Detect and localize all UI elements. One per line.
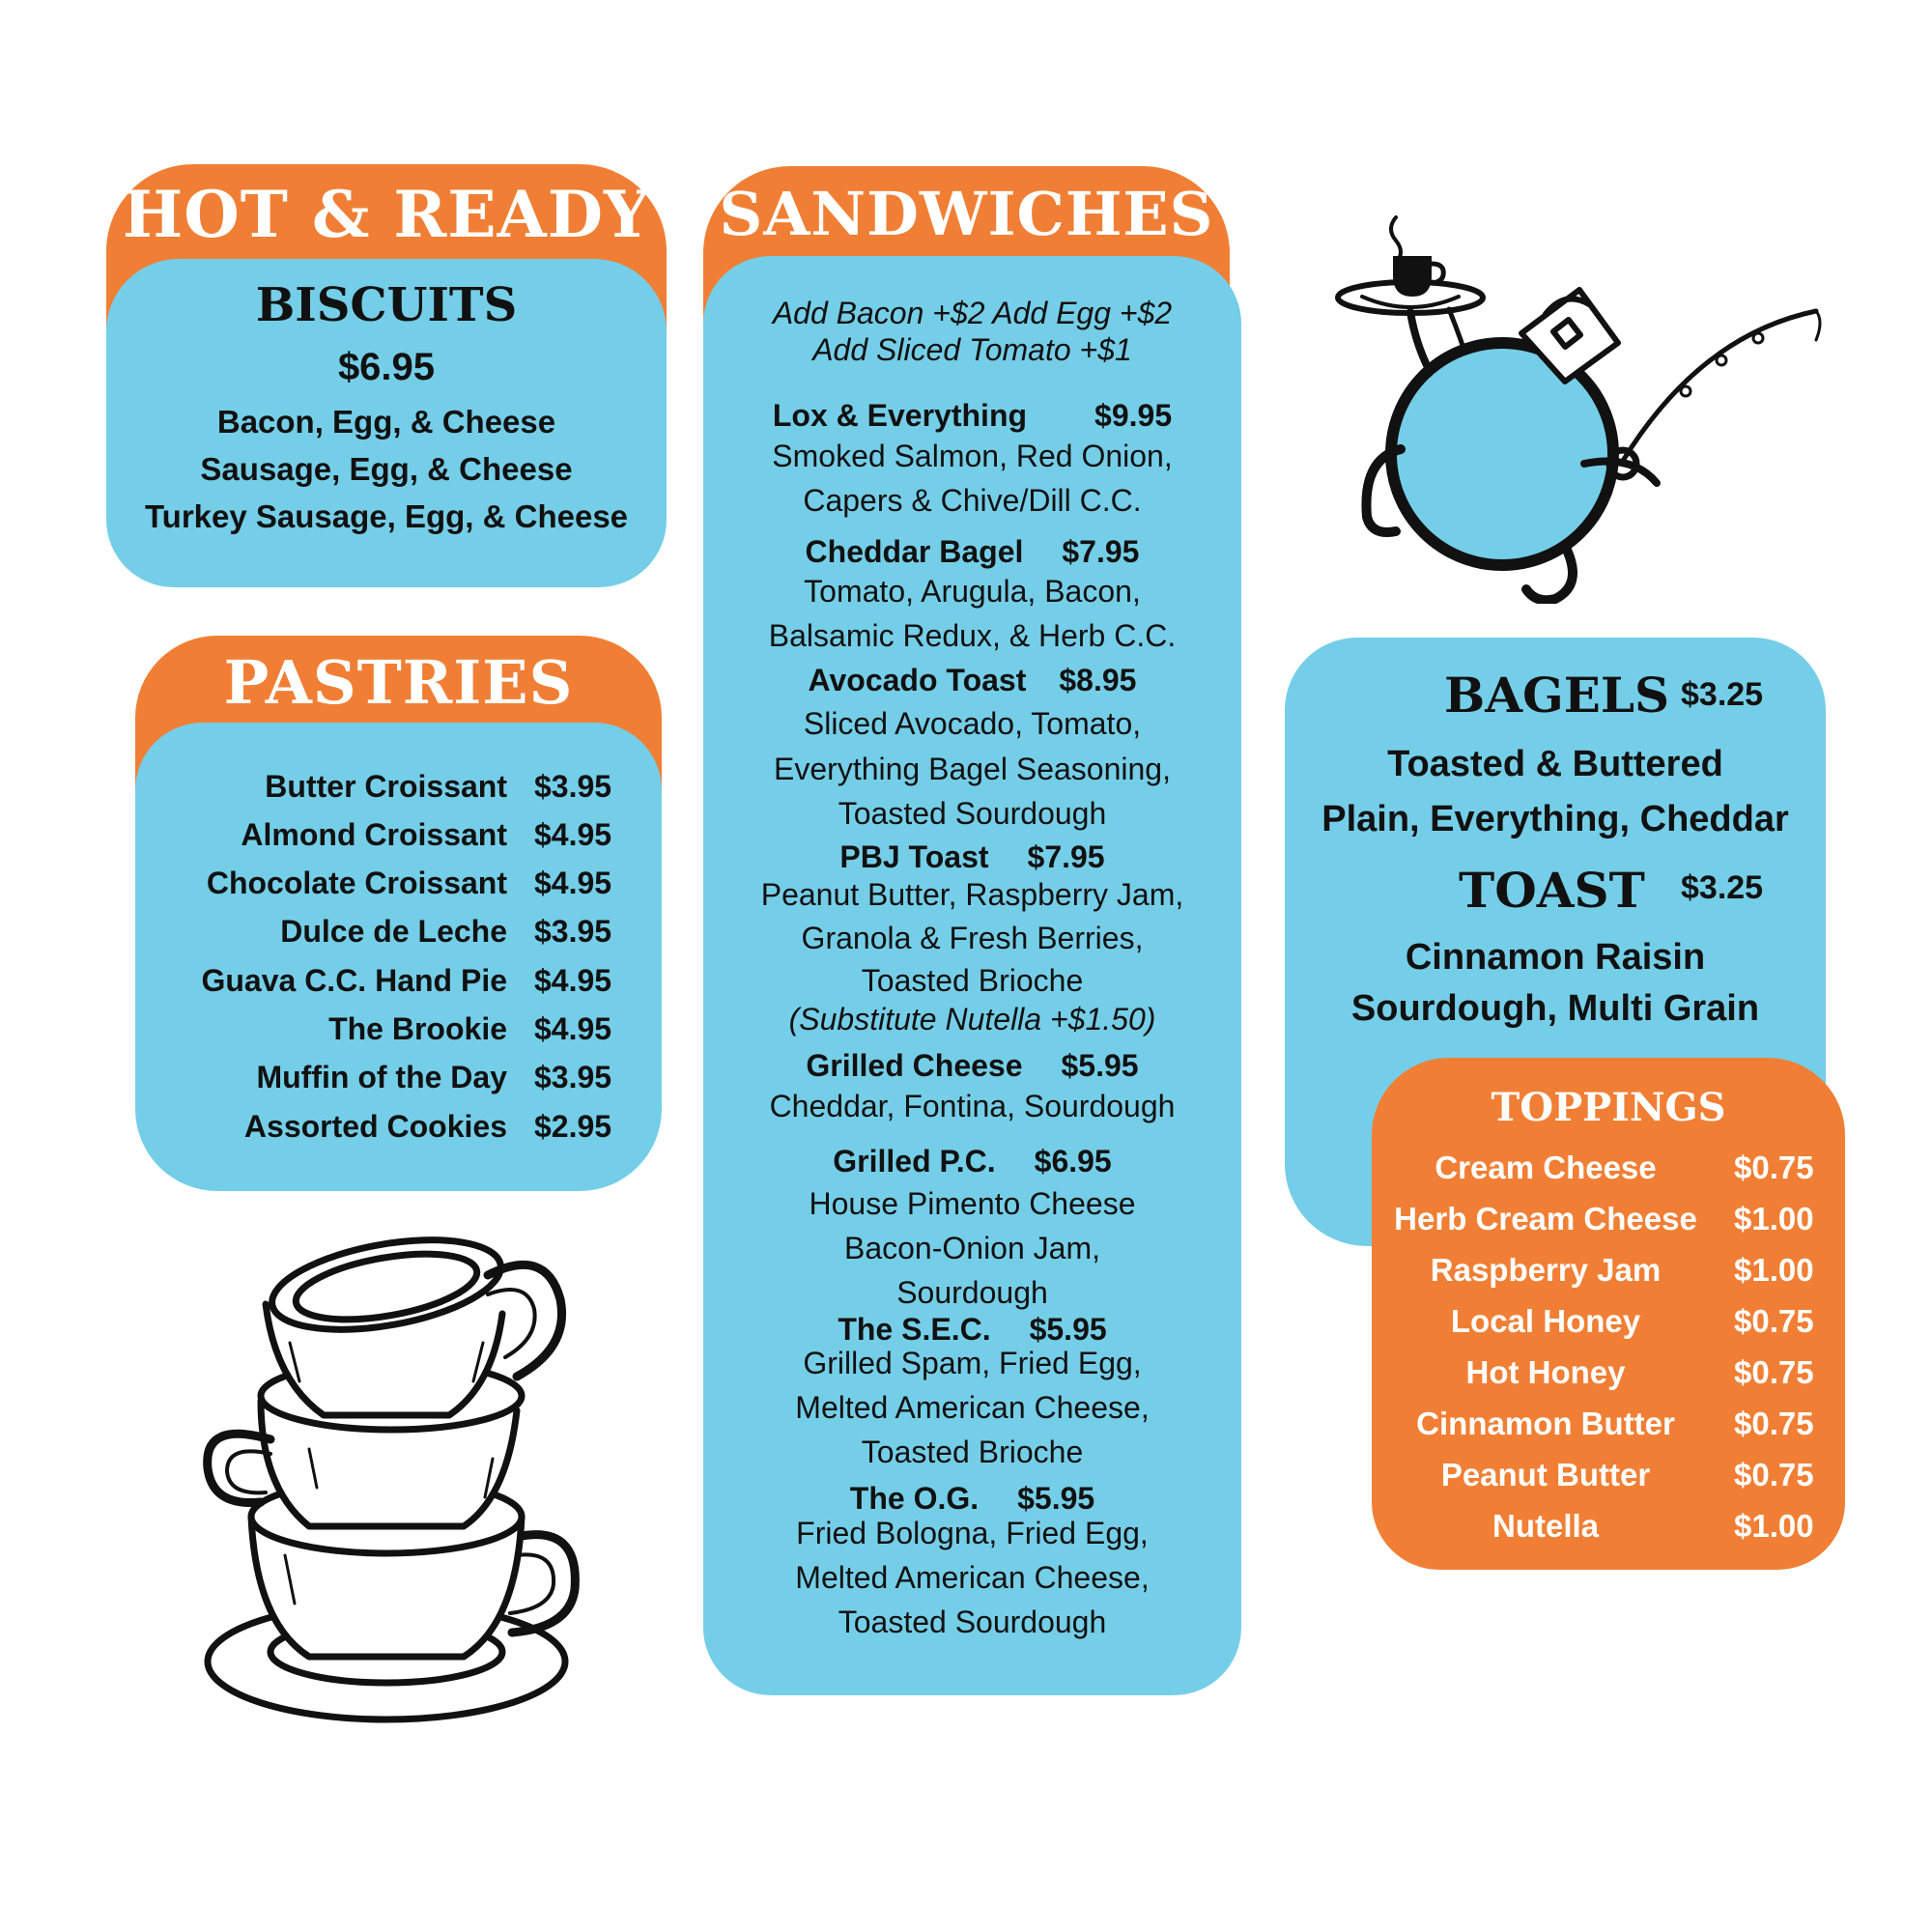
pastry-name: Chocolate Croissant [206,866,507,900]
sandwich-desc: Toasted Brioche [861,963,1084,998]
toast-title: TOAST [1459,862,1645,919]
sandwich-heading [703,1048,1241,1084]
sandwich-name: Avocado Toast [808,663,1027,697]
topping-row [1372,1252,1845,1296]
sandwich-heading [703,839,1241,875]
addons-line: Add Sliced Tomato +$1 [812,332,1132,367]
toast-line: Sourdough, Multi Grain [1350,988,1760,1029]
sandwich-price: $6.95 [1034,1144,1112,1179]
pastry-row [135,1109,662,1151]
sandwich-name: The S.E.C. [838,1312,991,1347]
pastry-row [135,914,662,956]
bagels-title: BAGELS [1444,667,1670,724]
topping-name: Cinnamon Butter [1416,1406,1675,1441]
pastry-name: Guava C.C. Hand Pie [201,963,507,998]
sandwich-desc: Tomato, Arugula, Bacon, [804,574,1141,609]
sandwich-desc: Granola & Fresh Berries, [801,921,1144,955]
topping-price: $0.75 [1734,1354,1814,1390]
pastry-price: $3.95 [534,1060,612,1094]
bagels-line: Toasted & Buttered [1387,744,1723,784]
pastry-price: $3.95 [534,769,612,804]
mascot-fishing-waiter-icon [1304,208,1826,604]
pastry-row [135,1060,662,1102]
pastry-row [135,963,662,1006]
sandwich-desc: Bacon-Onion Jam, [843,1231,1100,1265]
sandwich-desc: Toasted Brioche [861,1435,1084,1469]
topping-row [1372,1201,1845,1245]
sandwich-name: Grilled Cheese [806,1048,1023,1083]
bagels-line: Plain, Everything, Cheddar [1321,799,1789,839]
sandwich-desc: Capers & Chive/Dill C.C. [803,483,1142,518]
sandwich-desc: Toasted Sourdough [838,796,1107,831]
pastry-row [135,866,662,908]
biscuit-item: Turkey Sausage, Egg, & Cheese [144,498,629,534]
sandwich-name: Lox & Everything [772,398,1028,433]
addons-line: Add Bacon +$2 Add Egg +$2 [772,296,1173,330]
sandwich-price: $5.95 [1017,1481,1095,1516]
sandwich-heading [703,663,1241,698]
pastry-row [135,769,662,811]
biscuit-item: Bacon, Egg, & Cheese [216,404,556,440]
topping-price: $0.75 [1734,1303,1814,1339]
sandwich-price: $8.95 [1059,663,1137,697]
sandwich-price: $5.95 [1061,1048,1139,1083]
sandwich-name: The O.G. [849,1481,980,1516]
sandwich-heading [703,1144,1241,1179]
topping-row [1372,1354,1845,1399]
pastry-price: $4.95 [534,866,612,900]
topping-row [1372,1457,1845,1501]
topping-row [1372,1406,1845,1450]
topping-price: $0.75 [1734,1150,1814,1185]
pastries-title: PASTRIES [223,647,574,718]
topping-price: $1.00 [1734,1201,1814,1236]
topping-name: Cream Cheese [1435,1150,1657,1185]
pastry-row [135,1011,662,1054]
pastry-name: Almond Croissant [241,817,507,852]
topping-row [1372,1150,1845,1194]
topping-name: Hot Honey [1465,1354,1626,1390]
sandwich-name: Cheddar Bagel [805,534,1024,569]
topping-price: $0.75 [1734,1457,1814,1492]
hot-ready-title: HOT & READY [122,177,651,252]
pastry-price: $3.95 [534,914,612,949]
biscuits-price: $6.95 [337,346,436,388]
biscuit-item: Sausage, Egg, & Cheese [200,451,573,487]
toast-line: Cinnamon Raisin [1405,937,1706,978]
biscuits-title: BISCUITS [255,278,518,332]
sandwich-desc: Cheddar, Fontina, Sourdough [769,1089,1176,1123]
sandwich-desc: Peanut Butter, Raspberry Jam, [760,877,1184,912]
sandwiches-title: SANDWICHES [719,179,1214,249]
pastry-name: Muffin of the Day [256,1060,507,1094]
stacked-teacups-icon [193,1227,618,1739]
topping-name: Nutella [1492,1508,1600,1544]
sandwich-heading [703,534,1241,570]
pastry-price: $4.95 [534,817,612,852]
sandwich-desc: Balsamic Redux, & Herb C.C. [768,618,1177,653]
sandwich-price: $7.95 [1062,534,1140,569]
sandwich-heading [703,1481,1241,1517]
pastry-price: $4.95 [534,1011,612,1046]
topping-price: $0.75 [1734,1406,1814,1441]
pastry-row [135,817,662,860]
sandwich-note: (Substitute Nutella +$1.50) [788,1002,1156,1037]
topping-name: Peanut Butter [1440,1457,1651,1492]
pastry-name: Dulce de Leche [280,914,507,949]
sandwich-heading [703,398,1241,434]
topping-price: $1.00 [1734,1252,1814,1288]
pastry-name: Assorted Cookies [243,1109,507,1144]
bagels-price: $3.25 [1681,676,1764,713]
sandwich-desc: Toasted Sourdough [838,1605,1107,1639]
pastry-price: $4.95 [534,963,612,998]
sandwich-name: Grilled P.C. [833,1144,996,1179]
sandwich-heading [703,1312,1241,1348]
sandwich-desc: Melted American Cheese, [795,1390,1150,1425]
pastry-price: $2.95 [534,1109,612,1144]
sandwich-desc: Melted American Cheese, [795,1560,1150,1595]
sandwich-desc: Everything Bagel Seasoning, [774,752,1171,786]
sandwich-desc: House Pimento Cheese [809,1186,1136,1221]
sandwich-price: $5.95 [1029,1312,1107,1347]
sandwich-desc: Sourdough [896,1275,1048,1310]
topping-row [1372,1303,1845,1348]
toppings-title: TOPPINGS [1491,1085,1726,1130]
pastry-name: The Brookie [328,1011,507,1046]
sandwich-price: $9.95 [1094,398,1173,433]
topping-name: Local Honey [1450,1303,1641,1339]
topping-row [1372,1508,1845,1552]
sandwich-desc: Smoked Salmon, Red Onion, [772,439,1173,473]
sandwich-desc: Fried Bologna, Fried Egg, [796,1516,1149,1550]
sandwich-desc: Grilled Spam, Fried Egg, [803,1346,1142,1380]
sandwich-name: PBJ Toast [839,839,989,874]
toast-price: $3.25 [1681,869,1764,906]
sandwich-price: $7.95 [1027,839,1105,874]
sandwich-desc: Sliced Avocado, Tomato, [803,706,1142,741]
topping-price: $1.00 [1734,1508,1814,1544]
topping-name: Herb Cream Cheese [1394,1201,1697,1236]
topping-name: Raspberry Jam [1430,1252,1662,1288]
pastry-name: Butter Croissant [265,769,507,804]
